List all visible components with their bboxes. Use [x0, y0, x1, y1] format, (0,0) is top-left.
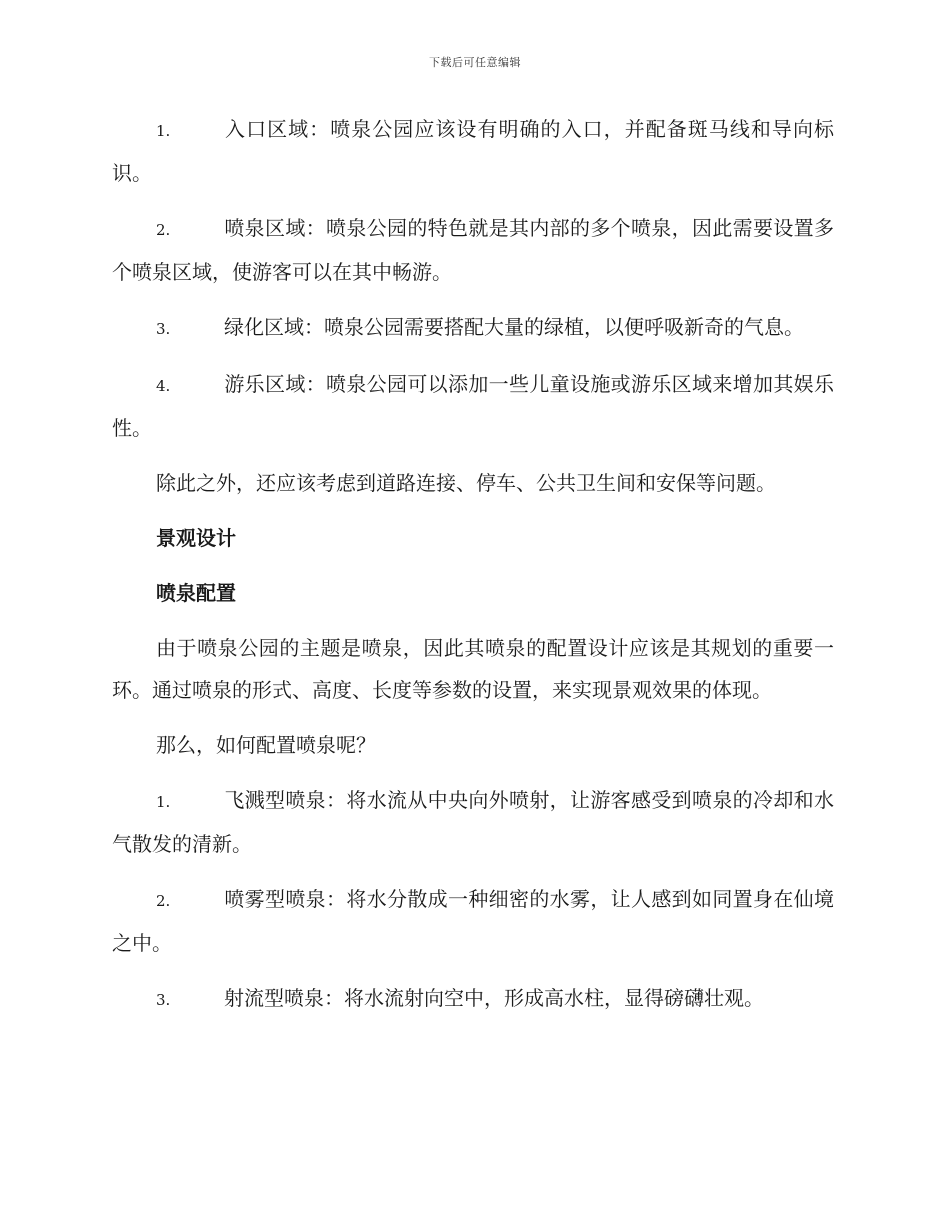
- list-item: [112, 108, 834, 194]
- list-number: 4.: [156, 377, 171, 395]
- list-number: 2.: [156, 892, 171, 910]
- list-number: 1.: [156, 122, 171, 140]
- document-body: [112, 108, 834, 1034]
- section-heading: 景观设计: [156, 526, 236, 550]
- subsection-heading: 喷泉配置: [156, 581, 236, 605]
- list-item: [112, 363, 834, 449]
- list-item: [112, 306, 834, 350]
- header-note: 下载后可任意编辑: [429, 56, 521, 69]
- list-item: [112, 977, 834, 1021]
- paragraph: 由于喷泉公园的主题是喷泉，因此其喷泉的配置设计应该是其规划的重要一环。通过喷泉的形式、高度、长度等参数的设置，来实现景观效果的体现。: [112, 636, 834, 702]
- paragraph: 那么，如何配置喷泉呢？: [156, 733, 376, 757]
- paragraph: 除此之外，还应该考虑到道路连接、停车、公共卫生间和安保等问题。: [156, 471, 776, 495]
- list-text: 射流型喷泉：将水流射向空中，形成高水柱，显得磅礴壮观。: [224, 986, 764, 1010]
- list-number: 3.: [156, 991, 171, 1009]
- list-item: [112, 878, 834, 964]
- list-text: 绿化区域：喷泉公园需要搭配大量的绿植，以便呼吸新奇的气息。: [224, 315, 804, 339]
- list-item: [112, 207, 834, 293]
- list-number: 2.: [156, 221, 171, 239]
- list-text: 飞溅型喷泉：将水流从中央向外喷射，让游客感受到喷泉的冷却和水气散发的清新。: [112, 788, 834, 856]
- list-number: 1.: [156, 793, 171, 811]
- list-item: [112, 779, 834, 865]
- list-text: 入口区域：喷泉公园应该设有明确的入口，并配备斑马线和导向标识。: [112, 117, 834, 185]
- list-number: 3.: [156, 320, 171, 338]
- list-text: 喷泉区域：喷泉公园的特色就是其内部的多个喷泉，因此需要设置多个喷泉区域，使游客可以在其中畅游。: [112, 216, 834, 284]
- list-text: 喷雾型喷泉：将水分散成一种细密的水雾，让人感到如同置身在仙境之中。: [112, 887, 834, 955]
- list-text: 游乐区域：喷泉公园可以添加一些儿童设施或游乐区域来增加其娱乐性。: [112, 372, 834, 440]
